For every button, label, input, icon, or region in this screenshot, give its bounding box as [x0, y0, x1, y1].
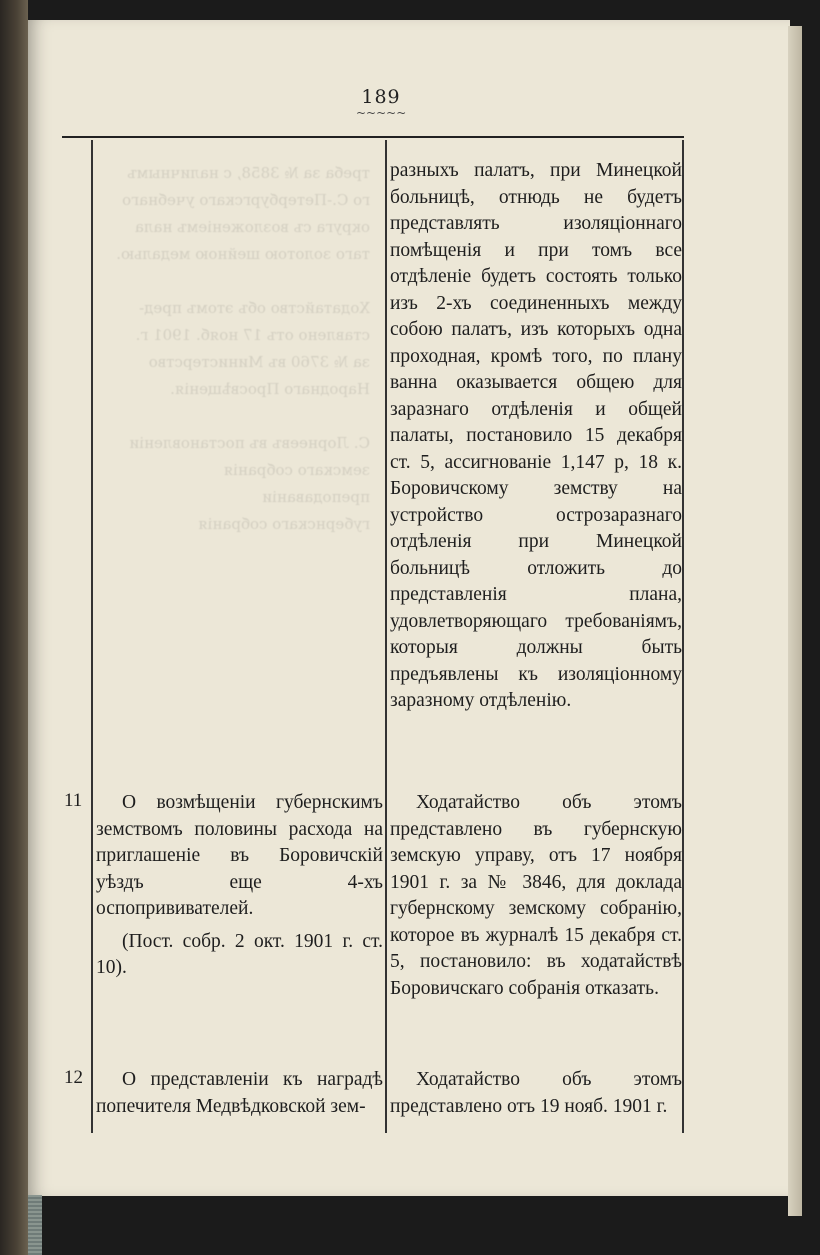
binding-cloth	[28, 1195, 42, 1255]
subject-note: (Пост. собр. 2 окт. 1901 г. ст. 10).	[96, 930, 383, 978]
book-gutter-shadow	[0, 0, 28, 1255]
bleed-through-text: треба за № 3858, с наличнымъ го С.-Петербургскаго учебнаго округа съ возложенiемъ нала таго золотою шейною медалью. Ходатайство объ этомъ пред- ставлено отъ 17 нояб. 1901 г. за № 3760 въ Министерство Народнаго Просвѣщенiя. С. Лорнеевъ въ постановленiи земскаго собранiя преподаванiи губернскаго собранiя	[116, 164, 370, 533]
subject-cell-12	[96, 1067, 383, 1120]
resolution-paragraph: Ходатайство объ этомъ представлено отъ 19 нояб. 1901 г.	[390, 1069, 682, 1117]
column-divider-right	[682, 140, 684, 1133]
column-divider-subject	[385, 140, 387, 1133]
entry-number-11: 11	[64, 790, 83, 811]
resolution-paragraph: разныхъ палатъ, при Минецкой больницѣ, отнюдь не будетъ представлять изоляцiоннаго помѣщенiя и при томъ все отдѣленiе будетъ состоять только изъ 2-хъ соединенныхъ между собою палатъ, изъ которыхъ одна проходная, кромѣ того, по плану ванна оказывается общею для заразнаго отдѣленiя и общей палаты, постановило 15 декабря ст. 5, ассигнованiе 1,147 р, 18 к. Боровичскому земству на устройство острозаразнаго отдѣленiя при Минецкой больницѣ отложить до представленiя плана, удовлетворяющаго требованiямъ, которыя должны быть предъявлены къ изоляцiонному заразному отдѣленiю.	[390, 160, 682, 711]
subject-text: О представленiи къ наградѣ попечителя Медвѣдковской зем-	[96, 1069, 383, 1117]
table-top-rule	[62, 136, 684, 138]
entry-number-12: 12	[64, 1067, 83, 1088]
resolution-cell-12	[390, 1067, 682, 1120]
column-divider-number	[91, 140, 93, 1133]
page-number-flourish: ~~~~~	[356, 106, 407, 120]
resolution-paragraph: Ходатайство объ этомъ представлено въ губернскую земскую управу, отъ 17 ноября 1901 г. за № 3846, для доклада губернскому земскому собранiю, которое въ журналѣ 15 декабря ст. 5, постановило: въ ходатайствѣ Боровичскаго собранiя отказать.	[390, 792, 682, 999]
page-number: 189	[361, 86, 401, 108]
subject-cell-11	[96, 790, 383, 982]
resolution-cell-continued	[390, 158, 682, 715]
resolution-cell-11	[390, 790, 682, 1002]
page-edge	[788, 26, 802, 1216]
subject-text: О возмѣщенiи губернскимъ земствомъ половины расхода на приглашенiе въ Боровичскiй уѣздъ еще 4-хъ оспопрививателей.	[96, 792, 383, 919]
